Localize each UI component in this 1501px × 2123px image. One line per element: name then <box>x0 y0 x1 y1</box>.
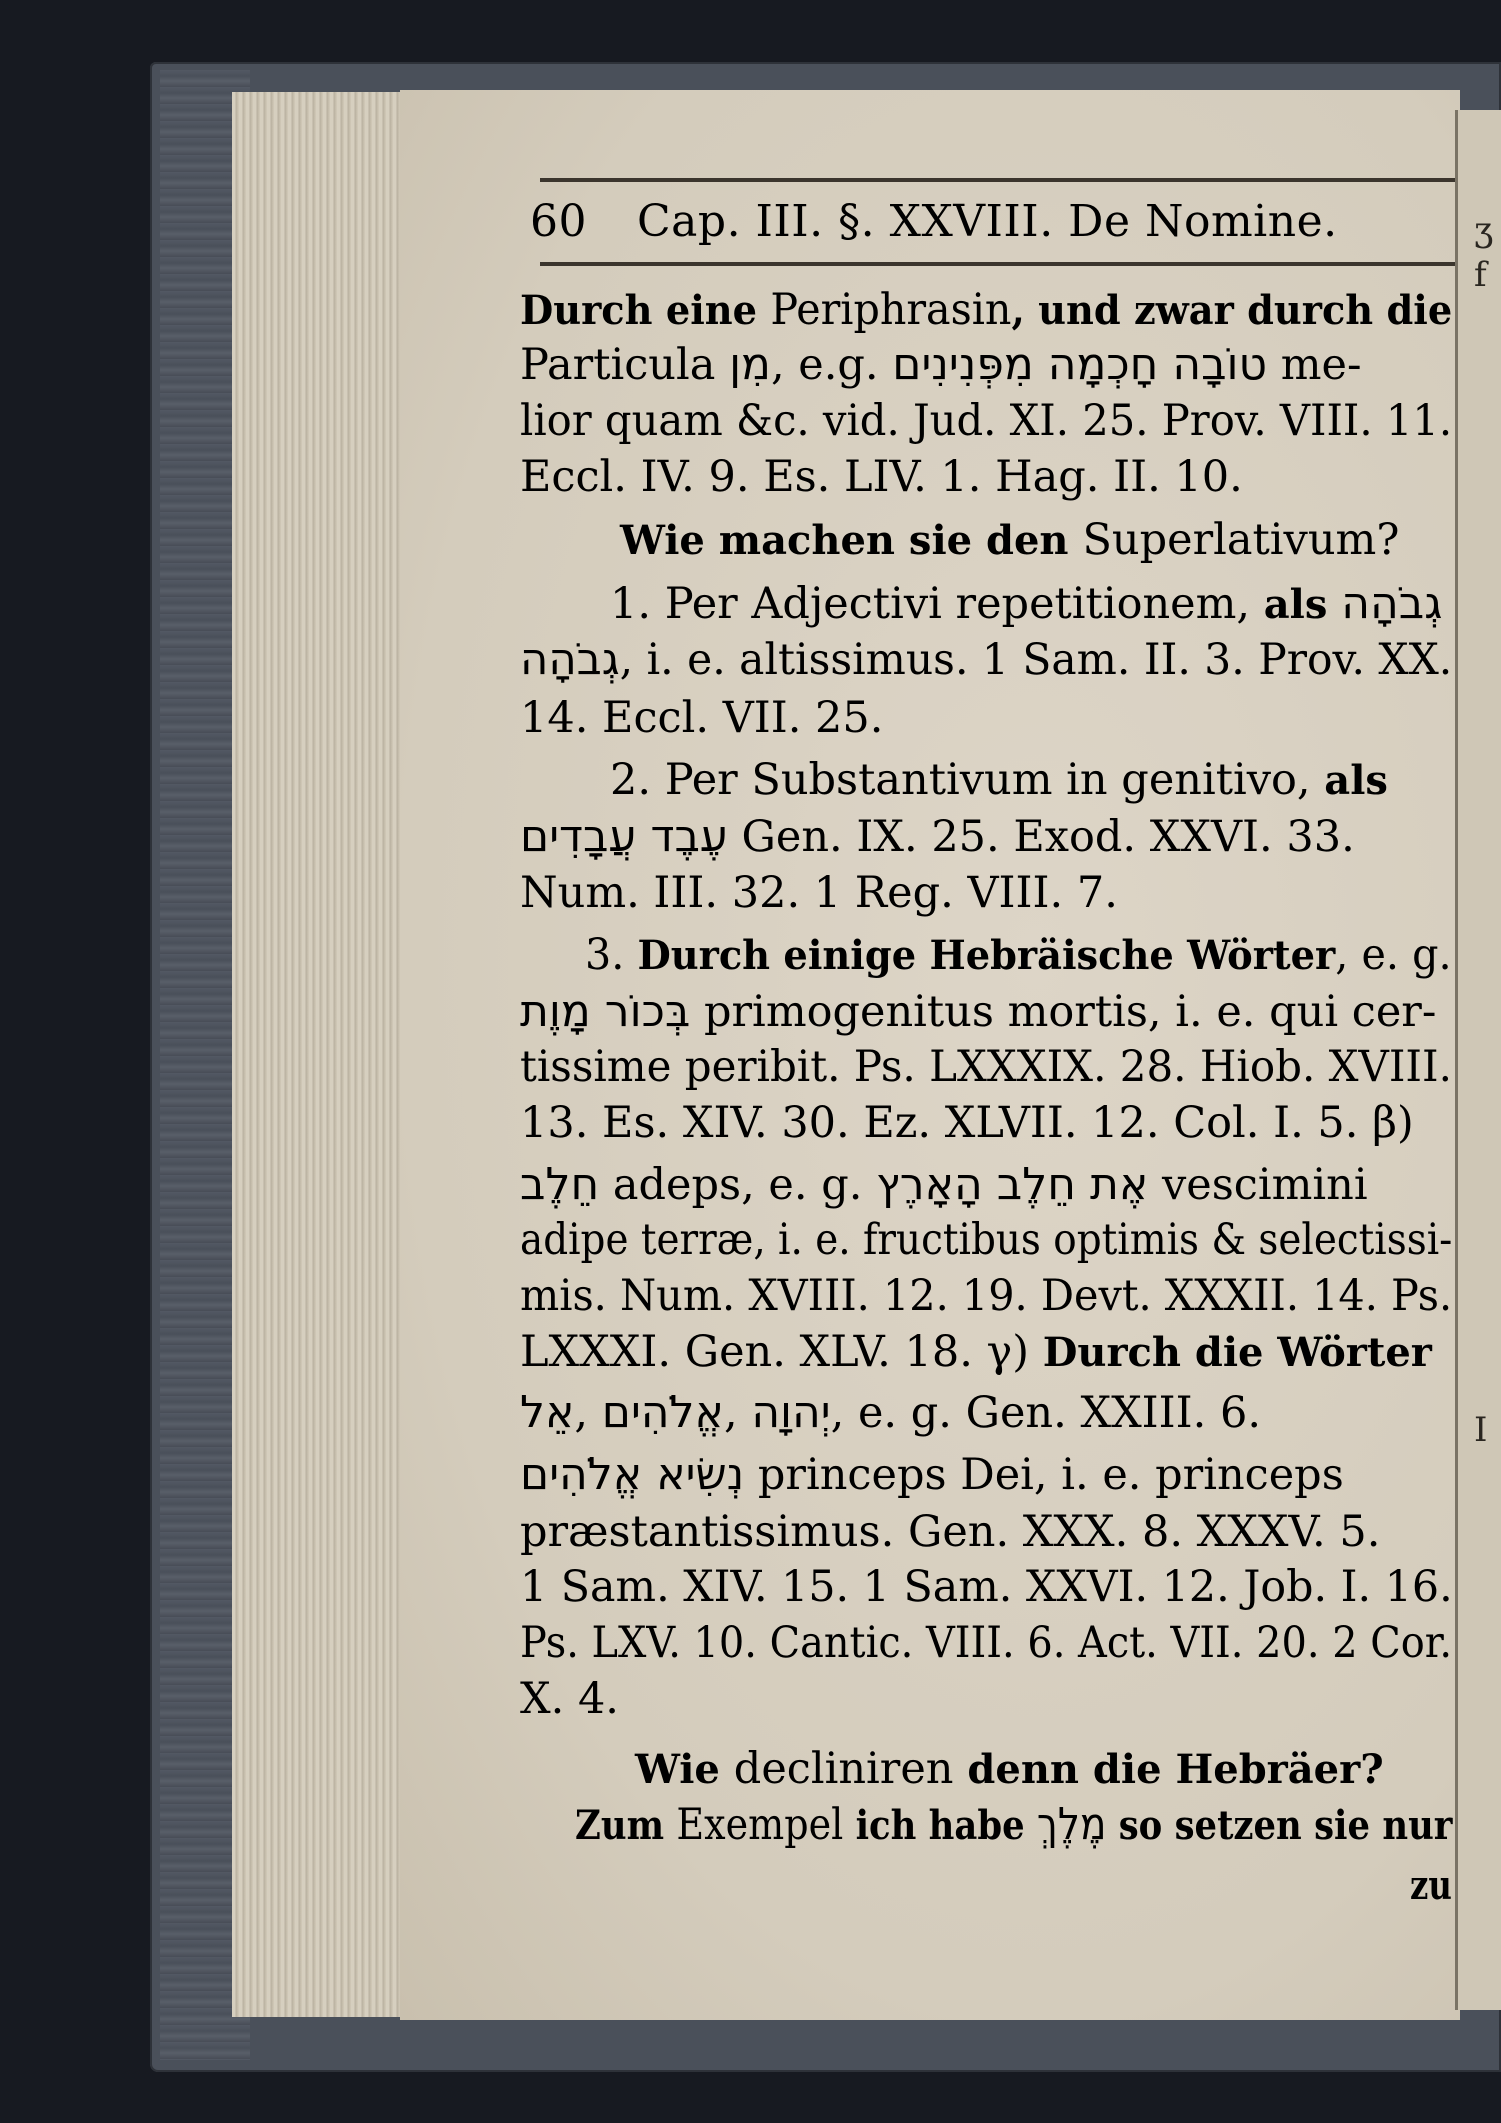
text-line-27 <box>575 1800 1452 1851</box>
running-title: Cap. III. §. XXVIII. De Nomine. <box>637 196 1338 247</box>
header-rule-top <box>540 178 1455 182</box>
text-line-11 <box>520 868 1118 918</box>
latin-text: 14. Eccl. VII. 25. <box>520 693 884 743</box>
fraktur-text: Durch die Wörter <box>1042 1329 1432 1376</box>
text-line-21 <box>520 1450 1344 1500</box>
latin-text: 1 Sam. XIV. 15. 1 Sam. XXVI. 12. Job. I. 16. <box>520 1562 1453 1612</box>
latin-text: LXXXI. Gen. XLV. 18. γ) <box>520 1327 1043 1377</box>
text-line-24 <box>520 1618 1452 1668</box>
fraktur-text: Durch eine <box>520 287 771 334</box>
text-line-2 <box>520 340 1361 390</box>
latin-text: Num. III. 32. 1 Reg. VIII. 7. <box>520 868 1118 918</box>
latin-text: 2. Per Substantivum in genitivo, <box>610 755 1325 805</box>
latin-text: adeps, e. g. <box>599 1160 877 1210</box>
text-line-26 <box>635 1744 1384 1795</box>
fraktur-text: Durch einige Hebräische Wörter <box>637 932 1336 979</box>
hebrew-text: חֵלֶב <box>520 1159 600 1210</box>
fraktur-text: so setzen sie nur <box>1106 1802 1453 1849</box>
text-line-9 <box>610 755 1388 806</box>
text-line-15 <box>520 1098 1414 1148</box>
fraktur-text: zu <box>1410 1862 1452 1909</box>
latin-text: , e. g. <box>1335 930 1452 980</box>
latin-text: 13. Es. XIV. 30. Ez. XLVII. 12. Col. I. 5. β) <box>520 1098 1414 1148</box>
hebrew-text: מִן <box>729 339 771 390</box>
hebrew-text: עֶבֶד עֲבָדִים <box>520 811 728 862</box>
fraktur-text: Wie machen sie den <box>620 517 1083 564</box>
text-line-3 <box>520 396 1452 446</box>
latin-text: præstantissimus. Gen. XXX. 8. XXXV. 5. <box>520 1507 1381 1557</box>
facing-page-fragment: I <box>1474 1410 1488 1450</box>
text-line-20 <box>520 1388 1261 1438</box>
latin-text: , e. g. Gen. XXIII. 6. <box>830 1388 1261 1438</box>
fraktur-text: als <box>1324 757 1388 804</box>
latin-text: , i. e. altissimus. 1 Sam. II. 3. Prov. XX. <box>619 635 1453 685</box>
text-line-6 <box>610 579 1442 630</box>
latin-text: Eccl. IV. 9. Es. LIV. 1. Hag. II. 10. <box>520 452 1243 502</box>
latin-text: lior quam &c. vid. Jud. XI. 25. Prov. VIII. 11. <box>520 396 1453 446</box>
latin-text: decliniren <box>733 1744 954 1794</box>
latin-text: primogenitus mortis, i. e. qui cer- <box>690 987 1437 1037</box>
text-line-16 <box>520 1160 1368 1210</box>
latin-text: adipe terræ, i. e. fructibus optimis & selectissi- <box>520 1215 1453 1265</box>
hebrew-text: אֶת חֵלֶב הָאָרֶץ <box>876 1159 1149 1210</box>
latin-text: princeps Dei, i. e. princeps <box>744 1450 1344 1500</box>
hebrew-text: אֵל <box>520 1387 575 1438</box>
hebrew-text: מֶלֶךְ <box>1036 1799 1107 1850</box>
text-line-8 <box>520 693 883 743</box>
facing-page-fragment: f <box>1474 255 1487 295</box>
header-rule-bottom <box>540 262 1455 266</box>
hebrew-text: נְשִׂיא אֱלֹהִים <box>520 1449 745 1500</box>
latin-text: Particula <box>520 340 730 390</box>
hebrew-text: אֱלֹהִים <box>601 1387 724 1438</box>
hebrew-text: גְבֹהָה <box>1341 578 1443 629</box>
fraktur-text: , und zwar durch die <box>1011 287 1453 334</box>
fraktur-text: als <box>1263 581 1342 628</box>
fraktur-text: Wie <box>635 1746 734 1793</box>
text-line-5 <box>620 515 1399 566</box>
hebrew-text: בְּכוֹר מָוֶת <box>520 986 691 1037</box>
text-line-4 <box>520 452 1243 502</box>
text-line-25 <box>520 1674 619 1724</box>
running-header <box>530 196 1338 247</box>
latin-text: Periphrasin <box>770 285 1012 335</box>
latin-text: Ps. LXV. 10. Cantic. VIII. 6. Act. VII. 20. 2 Cor. <box>520 1618 1453 1668</box>
text-line-22 <box>520 1507 1380 1557</box>
latin-text: vescimini <box>1148 1160 1368 1210</box>
text-line-13 <box>520 987 1436 1037</box>
hebrew-text: יְהוָה <box>751 1387 831 1438</box>
fraktur-text: ich habe <box>843 1802 1037 1849</box>
text-line-10 <box>520 812 1355 862</box>
hebrew-text: גְבֹהָה <box>520 634 620 685</box>
text-line-19 <box>520 1327 1432 1378</box>
latin-text: X. 4. <box>520 1674 619 1724</box>
text-line-14 <box>520 1042 1452 1092</box>
latin-text: , <box>723 1388 752 1438</box>
latin-text: , <box>574 1388 602 1438</box>
latin-text: Gen. IX. 25. Exod. XXVI. 33. <box>727 812 1355 862</box>
text-line-7 <box>520 635 1452 685</box>
facing-page-fragment: ʒ <box>1474 210 1494 250</box>
latin-text: , e.g. <box>770 340 893 390</box>
facing-page-edge <box>1455 110 1501 2010</box>
text-line-23 <box>520 1562 1453 1612</box>
latin-text: tissime peribit. Ps. LXXXIX. 28. Hiob. XVIII. <box>520 1042 1452 1092</box>
fraktur-text: denn die Hebräer? <box>953 1746 1384 1793</box>
text-line-17 <box>520 1215 1452 1265</box>
fraktur-text: Zum <box>575 1802 677 1849</box>
hebrew-text: טוֹבָה חָכְמָה מִפְּנִינִים <box>892 339 1268 390</box>
text-line-28 <box>1410 1860 1452 1911</box>
page-number: 60 <box>530 196 587 247</box>
latin-text: 1. Per Adjectivi repetitionem, <box>610 579 1264 629</box>
text-line-18 <box>520 1271 1452 1321</box>
text-line-1 <box>520 285 1452 336</box>
latin-text: Exempel <box>676 1800 844 1850</box>
latin-text: mis. Num. XVIII. 12. 19. Devt. XXXII. 14. Ps. <box>520 1271 1453 1321</box>
latin-text: me- <box>1267 340 1362 390</box>
latin-text: Superlativum? <box>1082 515 1400 565</box>
latin-text: 3. <box>585 930 638 980</box>
text-line-12 <box>585 930 1452 981</box>
